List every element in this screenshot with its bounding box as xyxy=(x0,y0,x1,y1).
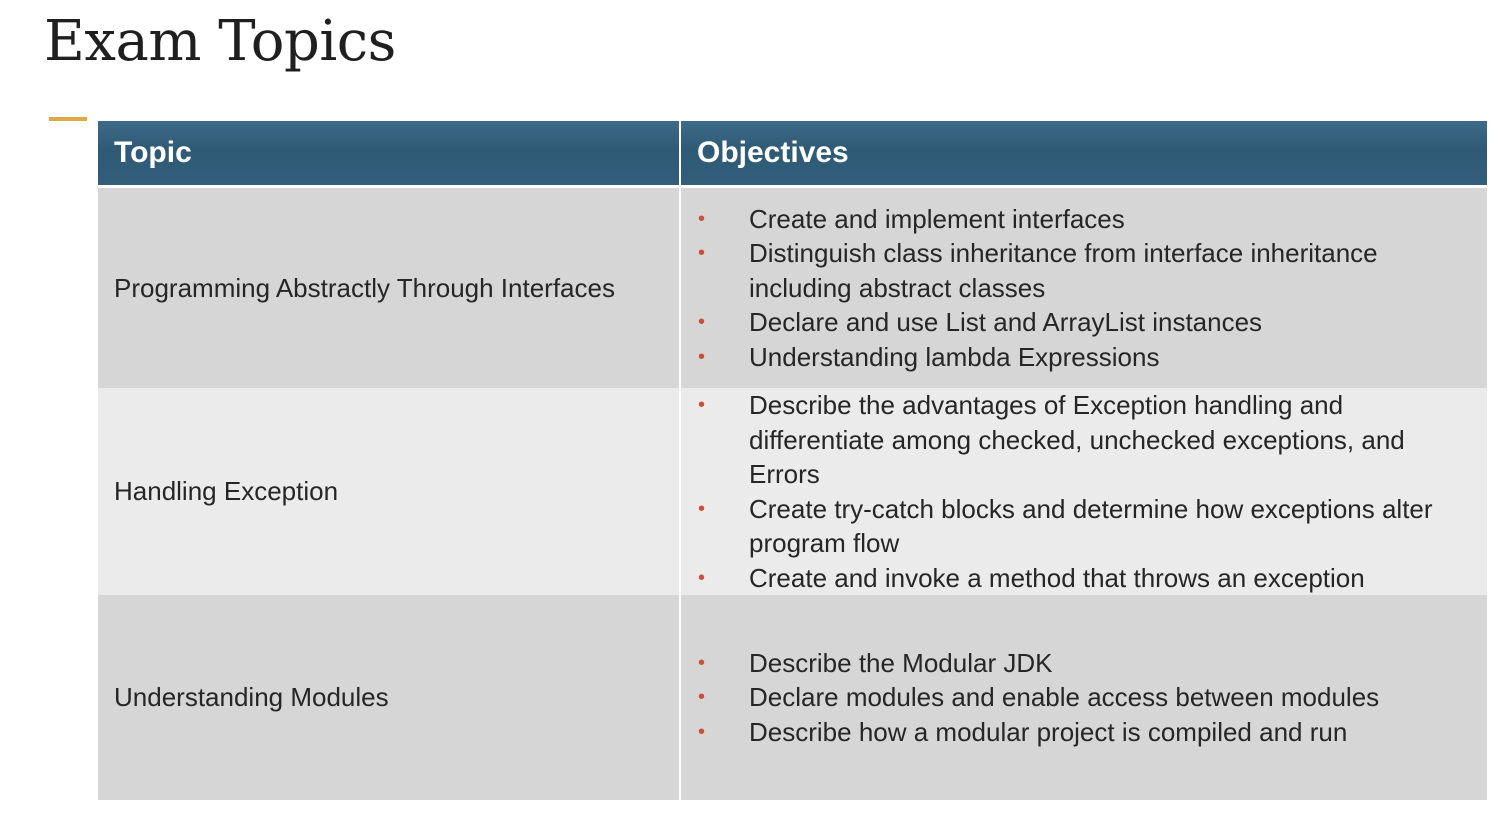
objective-text: Understanding lambda Expressions xyxy=(749,341,1160,372)
bullet-icon: • xyxy=(698,686,706,709)
table-header-row xyxy=(98,121,1487,187)
header-topic: Topic xyxy=(98,121,680,187)
table-row xyxy=(98,187,1487,389)
objective-text: Describe how a modular project is compiled and run xyxy=(749,716,1348,747)
objective-text: Describe the advantages of Exception handling and differentiate among checked, unchecked exceptions, and Errors xyxy=(749,390,1405,489)
exam-topics-table-container xyxy=(98,121,1487,799)
list-item xyxy=(681,561,1475,596)
bullet-icon: • xyxy=(698,566,706,589)
objective-text: Distinguish class inheritance from interface inheritance including abstract classes xyxy=(749,238,1378,303)
topic-cell: Handling Exception xyxy=(98,388,680,595)
header-objectives: Objectives xyxy=(680,121,1487,187)
objectives-list xyxy=(681,388,1475,595)
topic-cell: Understanding Modules xyxy=(98,595,680,800)
objectives-cell xyxy=(680,388,1487,595)
list-item xyxy=(681,202,1475,237)
list-item xyxy=(681,715,1475,750)
page-title: Exam Topics xyxy=(44,9,396,74)
bullet-icon: • xyxy=(698,720,706,743)
exam-topics-table xyxy=(98,121,1487,800)
objective-text: Create try-catch blocks and determine how exceptions alter program flow xyxy=(749,493,1433,558)
bullet-icon: • xyxy=(698,207,706,230)
topic-cell: Programming Abstractly Through Interfaces xyxy=(98,187,680,389)
title-accent-bar xyxy=(49,117,87,121)
objectives-cell xyxy=(680,595,1487,800)
bullet-icon: • xyxy=(698,345,706,368)
bullet-icon: • xyxy=(698,497,706,520)
list-item xyxy=(681,305,1475,340)
objective-text: Declare and use List and ArrayList instances xyxy=(749,307,1263,338)
list-item xyxy=(681,680,1475,715)
objective-text: Describe the Modular JDK xyxy=(749,647,1053,678)
objective-text: Create and invoke a method that throws an exception xyxy=(749,562,1365,593)
list-item xyxy=(681,646,1475,681)
table-row xyxy=(98,595,1487,800)
bullet-icon: • xyxy=(698,651,706,674)
list-item xyxy=(681,388,1475,492)
objectives-cell xyxy=(680,187,1487,389)
objective-text: Declare modules and enable access between modules xyxy=(749,682,1380,713)
list-item xyxy=(681,236,1475,305)
list-item xyxy=(681,492,1475,561)
table-row xyxy=(98,388,1487,595)
bullet-icon: • xyxy=(698,394,706,416)
bullet-icon: • xyxy=(698,242,706,265)
list-item xyxy=(681,340,1475,375)
objectives-list xyxy=(681,202,1475,375)
objectives-list xyxy=(681,646,1475,750)
bullet-icon: • xyxy=(698,311,706,334)
objective-text: Create and implement interfaces xyxy=(749,203,1125,234)
